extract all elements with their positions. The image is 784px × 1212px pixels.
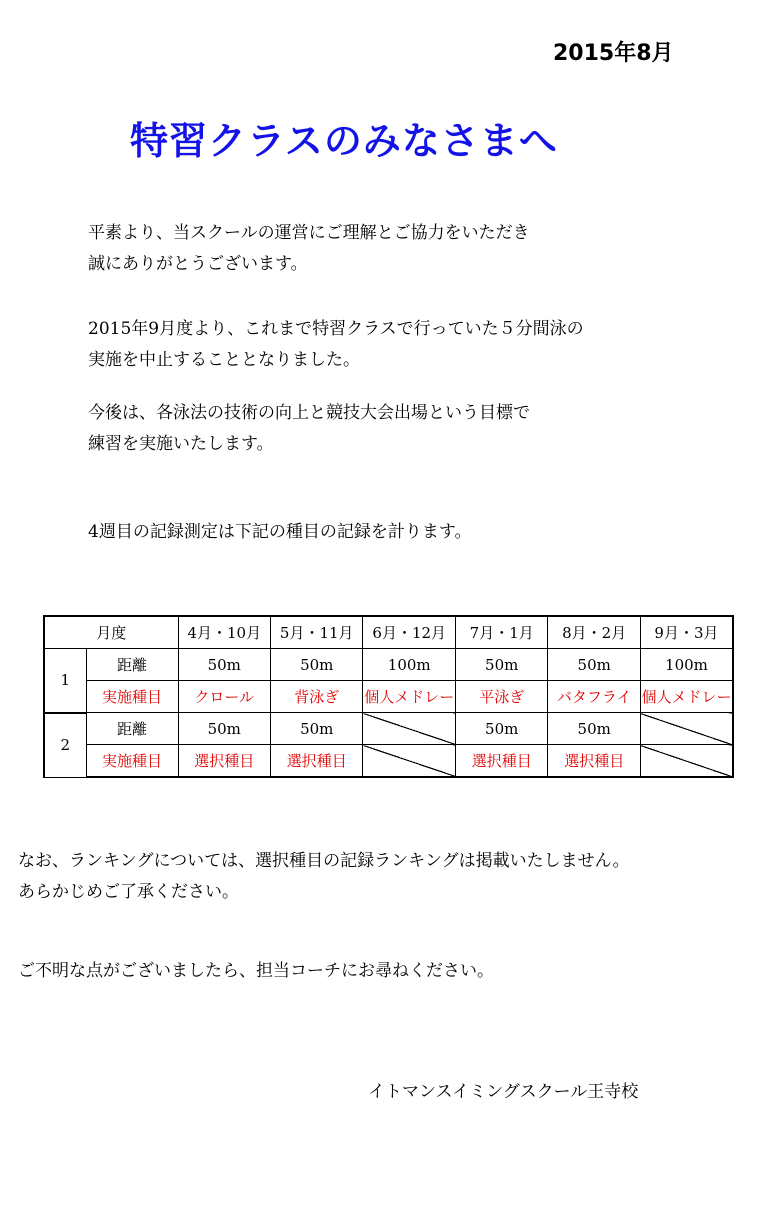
event-cell: 選択種目 <box>548 745 640 778</box>
group-number-cell: 2 <box>44 713 86 778</box>
ranking-note <box>18 846 630 908</box>
event-cell: クロール <box>178 681 270 713</box>
distance-label-cell: 距離 <box>86 713 178 745</box>
table-row <box>44 649 733 681</box>
greeting-line-1: 平素より、当スクールの運営にご理解とご協力をいただき <box>88 223 530 243</box>
schedule-table <box>43 615 734 778</box>
table-row <box>44 681 733 713</box>
announcement-paragraph <box>88 314 584 376</box>
month-col-3: 6月・12月 <box>363 616 455 649</box>
event-cell: バタフライ <box>548 681 640 713</box>
distance-cell: 100m <box>363 649 455 681</box>
event-cell: 個人メドレー <box>363 681 455 713</box>
announcement-line-2: 実施を中止することとなりました。 <box>88 350 360 370</box>
ranking-note-line-2: あらかじめご了承ください。 <box>18 882 239 902</box>
distance-label-cell: 距離 <box>86 649 178 681</box>
event-label-cell: 実施種目 <box>86 745 178 778</box>
table-row <box>44 745 733 778</box>
event-cell: 個人メドレー <box>640 681 733 713</box>
ranking-note-line-1: なお、ランキングについては、選択種目の記録ランキングは掲載いたしません。 <box>18 851 630 871</box>
empty-slash-cell <box>640 713 733 745</box>
event-cell: 選択種目 <box>271 745 363 778</box>
announcement-line-1: 2015年9月度より、これまで特習クラスで行っていた５分間泳の <box>88 319 584 339</box>
event-label-cell: 実施種目 <box>86 681 178 713</box>
document-date: 2015年8月 <box>553 41 674 66</box>
distance-cell: 50m <box>178 713 270 745</box>
table-header-row <box>44 616 733 649</box>
empty-slash-cell <box>363 713 455 745</box>
month-header-cell: 月度 <box>44 616 178 649</box>
month-col-6: 9月・3月 <box>640 616 733 649</box>
policy-line-2: 練習を実施いたします。 <box>88 434 274 454</box>
policy-paragraph <box>88 398 530 460</box>
empty-slash-cell <box>640 745 733 778</box>
policy-line-1: 今後は、各泳法の技術の向上と競技大会出場という目標で <box>88 403 530 423</box>
month-col-4: 7月・1月 <box>455 616 547 649</box>
document-title: 特習クラスのみなさまへ <box>130 119 558 163</box>
group-number-cell: 1 <box>44 649 86 713</box>
event-cell: 平泳ぎ <box>455 681 547 713</box>
event-cell: 背泳ぎ <box>271 681 363 713</box>
distance-cell: 50m <box>271 713 363 745</box>
distance-cell: 50m <box>178 649 270 681</box>
measurement-note: 4週目の記録測定は下記の種目の記録を計ります。 <box>88 522 472 542</box>
distance-cell: 50m <box>271 649 363 681</box>
month-col-1: 4月・10月 <box>178 616 270 649</box>
signature: イトマンスイミングスクール王寺校 <box>368 1082 639 1102</box>
distance-cell: 50m <box>548 713 640 745</box>
contact-note: ご不明な点がございましたら、担当コーチにお尋ねください。 <box>18 961 494 981</box>
greeting-line-2: 誠にありがとうございます。 <box>88 254 308 274</box>
event-cell: 選択種目 <box>178 745 270 778</box>
month-col-5: 8月・2月 <box>548 616 640 649</box>
event-cell: 選択種目 <box>455 745 547 778</box>
table-row <box>44 713 733 745</box>
month-col-2: 5月・11月 <box>271 616 363 649</box>
greeting-paragraph <box>88 218 530 280</box>
empty-slash-cell <box>363 745 455 778</box>
distance-cell: 50m <box>548 649 640 681</box>
distance-cell: 100m <box>640 649 733 681</box>
distance-cell: 50m <box>455 649 547 681</box>
distance-cell: 50m <box>455 713 547 745</box>
